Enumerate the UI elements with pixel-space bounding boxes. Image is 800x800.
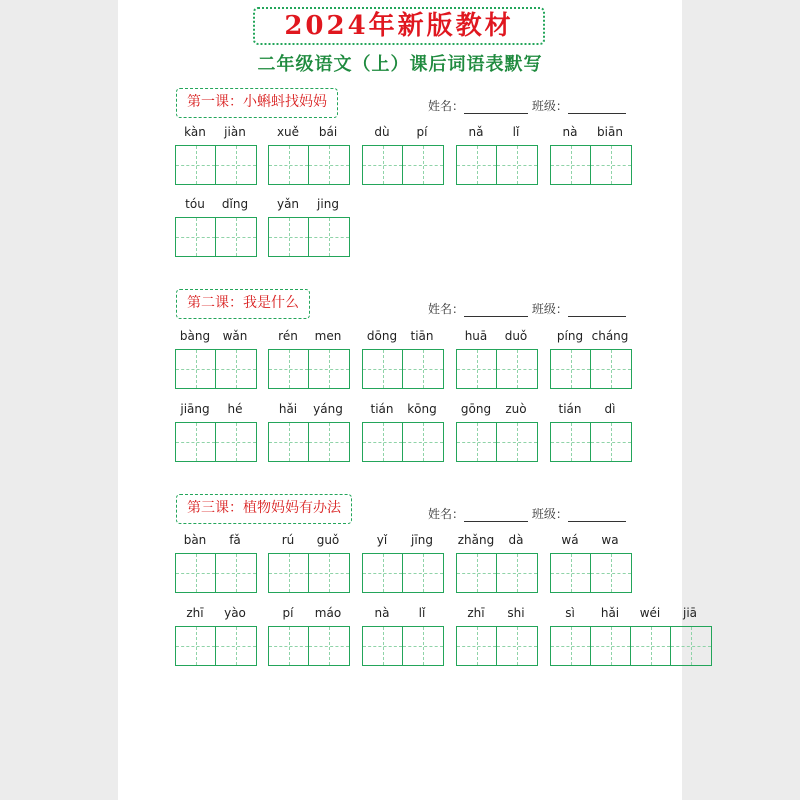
writing-cell[interactable] xyxy=(403,627,443,665)
writing-cell[interactable] xyxy=(497,146,537,184)
pinyin-label: wa xyxy=(601,533,619,547)
pinyin-row xyxy=(268,531,348,549)
writing-grid xyxy=(175,145,257,185)
writing-cell[interactable] xyxy=(497,627,537,665)
writing-grid xyxy=(268,145,350,185)
writing-grid xyxy=(550,626,712,666)
pinyin-row xyxy=(456,604,536,622)
pinyin-label: gōng xyxy=(460,402,492,416)
pinyin-row xyxy=(268,400,348,418)
pinyin-row xyxy=(550,327,630,345)
pinyin-label: guǒ xyxy=(316,533,340,547)
writing-grid xyxy=(362,349,444,389)
pinyin-label: pí xyxy=(282,606,294,620)
writing-grid xyxy=(362,422,444,462)
pinyin-label: yáng xyxy=(313,402,343,416)
writing-cell[interactable] xyxy=(363,146,403,184)
writing-cell[interactable] xyxy=(269,146,309,184)
pinyin-label: hǎi xyxy=(278,402,298,416)
writing-cell[interactable] xyxy=(309,423,349,461)
writing-cell[interactable] xyxy=(591,554,631,592)
pinyin-row xyxy=(550,604,710,622)
writing-cell[interactable] xyxy=(551,627,591,665)
writing-grid xyxy=(175,349,257,389)
pinyin-label: nà xyxy=(374,606,390,620)
pinyin-label: fǎ xyxy=(229,533,241,547)
pinyin-row xyxy=(362,400,442,418)
pinyin-row xyxy=(456,327,536,345)
writing-cell[interactable] xyxy=(551,554,591,592)
writing-grid xyxy=(456,145,538,185)
writing-cell[interactable] xyxy=(497,350,537,388)
pinyin-label: zuò xyxy=(505,402,527,416)
pinyin-label: lǐ xyxy=(418,606,426,620)
name-blank[interactable] xyxy=(464,509,528,522)
pinyin-label: dì xyxy=(604,402,616,416)
pinyin-label: wá xyxy=(561,533,579,547)
writing-cell[interactable] xyxy=(216,146,256,184)
pinyin-label: jiāng xyxy=(180,402,210,416)
writing-grid xyxy=(362,145,444,185)
pinyin-label: wéi xyxy=(639,606,661,620)
writing-cell[interactable] xyxy=(403,423,443,461)
pinyin-label: yǐ xyxy=(376,533,388,547)
writing-cell[interactable] xyxy=(176,554,216,592)
pinyin-row xyxy=(175,400,255,418)
pinyin-label: yǎn xyxy=(276,197,300,211)
pinyin-label: tián xyxy=(558,402,582,416)
pinyin-row xyxy=(362,604,442,622)
pinyin-label: men xyxy=(314,329,342,343)
writing-grid xyxy=(550,349,632,389)
writing-cell[interactable] xyxy=(403,146,443,184)
pinyin-label: jiā xyxy=(682,606,698,620)
writing-grid xyxy=(268,217,350,257)
pinyin-label: kōng xyxy=(407,402,437,416)
pinyin-label: dù xyxy=(374,125,390,139)
writing-grid xyxy=(550,145,632,185)
writing-cell[interactable] xyxy=(403,350,443,388)
pinyin-label: dà xyxy=(508,533,524,547)
pinyin-label: rén xyxy=(278,329,298,343)
writing-cell[interactable] xyxy=(497,554,537,592)
writing-cell[interactable] xyxy=(363,627,403,665)
name-class-fields-1 xyxy=(428,97,626,114)
writing-cell[interactable] xyxy=(591,423,631,461)
pinyin-label: huā xyxy=(464,329,488,343)
pinyin-row xyxy=(550,123,630,141)
writing-cell[interactable] xyxy=(309,146,349,184)
pinyin-label: máo xyxy=(314,606,342,620)
writing-cell[interactable] xyxy=(591,146,631,184)
pinyin-label: jiàn xyxy=(224,125,246,139)
pinyin-row xyxy=(456,531,536,549)
name-blank[interactable] xyxy=(464,101,528,114)
lesson-title-2: 第二课：我是什么 xyxy=(176,289,310,319)
pinyin-label: píng xyxy=(556,329,584,343)
writing-grid xyxy=(175,217,257,257)
pinyin-label: dǐng xyxy=(221,197,249,211)
pinyin-label: rú xyxy=(281,533,295,547)
pinyin-row xyxy=(362,123,442,141)
name-label: 姓名： xyxy=(428,99,465,113)
pinyin-label: nà xyxy=(562,125,578,139)
writing-cell[interactable] xyxy=(269,423,309,461)
class-blank[interactable] xyxy=(568,509,626,522)
writing-cell[interactable] xyxy=(457,423,497,461)
pinyin-label: bái xyxy=(318,125,338,139)
writing-cell[interactable] xyxy=(457,627,497,665)
writing-cell[interactable] xyxy=(176,627,216,665)
pinyin-row xyxy=(550,400,630,418)
pinyin-label: biān xyxy=(597,125,623,139)
class-label: 班级： xyxy=(531,99,568,113)
writing-cell[interactable] xyxy=(551,350,591,388)
pinyin-row xyxy=(175,195,255,213)
writing-cell[interactable] xyxy=(176,350,216,388)
pinyin-label: jing xyxy=(317,197,339,211)
pinyin-label: yào xyxy=(224,606,246,620)
pinyin-label: duǒ xyxy=(504,329,528,343)
class-label: 班级： xyxy=(531,302,568,316)
writing-cell[interactable] xyxy=(591,627,631,665)
writing-cell[interactable] xyxy=(216,423,256,461)
pinyin-label: tián xyxy=(370,402,394,416)
pinyin-label: jīng xyxy=(411,533,433,547)
writing-cell[interactable] xyxy=(216,554,256,592)
pinyin-label: wǎn xyxy=(222,329,248,343)
pinyin-row xyxy=(550,531,630,549)
pinyin-label: xuě xyxy=(276,125,300,139)
writing-cell[interactable] xyxy=(457,554,497,592)
pinyin-row xyxy=(175,531,255,549)
class-blank[interactable] xyxy=(568,304,626,317)
pinyin-label: kàn xyxy=(184,125,206,139)
writing-cell[interactable] xyxy=(176,423,216,461)
writing-cell[interactable] xyxy=(309,627,349,665)
pinyin-row xyxy=(362,531,442,549)
writing-cell[interactable] xyxy=(551,423,591,461)
page-title: 2024年新版教材 xyxy=(253,7,545,45)
pinyin-row xyxy=(268,327,348,345)
writing-grid xyxy=(175,422,257,462)
writing-grid xyxy=(362,626,444,666)
pinyin-row xyxy=(268,195,348,213)
writing-grid xyxy=(175,626,257,666)
pinyin-row xyxy=(456,400,536,418)
pinyin-label: hé xyxy=(227,402,243,416)
writing-cell[interactable] xyxy=(671,627,711,665)
writing-cell[interactable] xyxy=(631,627,671,665)
writing-cell[interactable] xyxy=(551,146,591,184)
writing-cell[interactable] xyxy=(269,554,309,592)
writing-cell[interactable] xyxy=(269,218,309,256)
pinyin-label: bàng xyxy=(179,329,211,343)
writing-grid xyxy=(268,553,350,593)
pinyin-row xyxy=(268,123,348,141)
pinyin-row xyxy=(268,604,348,622)
pinyin-row xyxy=(175,123,255,141)
lesson-title-1: 第一课：小蝌蚪找妈妈 xyxy=(176,88,338,118)
pinyin-label: pí xyxy=(416,125,428,139)
writing-grid xyxy=(456,422,538,462)
writing-cell[interactable] xyxy=(176,218,216,256)
writing-cell[interactable] xyxy=(216,350,256,388)
lesson-title-3: 第三课：植物妈妈有办法 xyxy=(176,494,352,524)
name-class-fields-3 xyxy=(428,505,626,522)
writing-grid xyxy=(456,553,538,593)
writing-cell[interactable] xyxy=(363,423,403,461)
name-label: 姓名： xyxy=(428,302,465,316)
pinyin-label: sì xyxy=(565,606,575,620)
writing-grid xyxy=(175,553,257,593)
writing-cell[interactable] xyxy=(403,554,443,592)
pinyin-row xyxy=(362,327,442,345)
pinyin-label: nǎ xyxy=(468,125,484,139)
pinyin-row xyxy=(175,604,255,622)
writing-cell[interactable] xyxy=(457,146,497,184)
class-blank[interactable] xyxy=(568,101,626,114)
writing-grid xyxy=(362,553,444,593)
pinyin-label: hǎi xyxy=(600,606,620,620)
writing-cell[interactable] xyxy=(497,423,537,461)
pinyin-row xyxy=(456,123,536,141)
pinyin-label: tiān xyxy=(410,329,434,343)
writing-grid xyxy=(550,422,632,462)
writing-grid xyxy=(268,349,350,389)
page-subtitle: 二年级语文（上）课后词语表默写 xyxy=(257,54,543,75)
pinyin-label: zhǎng xyxy=(457,533,495,547)
writing-cell[interactable] xyxy=(309,554,349,592)
writing-grid xyxy=(456,626,538,666)
writing-cell[interactable] xyxy=(363,554,403,592)
writing-cell[interactable] xyxy=(309,350,349,388)
writing-cell[interactable] xyxy=(176,146,216,184)
pinyin-label: cháng xyxy=(591,329,629,343)
pinyin-label: zhī xyxy=(186,606,204,620)
writing-cell[interactable] xyxy=(269,627,309,665)
writing-cell[interactable] xyxy=(309,218,349,256)
writing-cell[interactable] xyxy=(269,350,309,388)
writing-grid xyxy=(456,349,538,389)
writing-cell[interactable] xyxy=(216,218,256,256)
pinyin-label: zhī xyxy=(467,606,485,620)
pinyin-label: lǐ xyxy=(512,125,520,139)
writing-cell[interactable] xyxy=(363,350,403,388)
writing-grid xyxy=(550,553,632,593)
name-class-fields-2 xyxy=(428,300,626,317)
pinyin-row xyxy=(175,327,255,345)
class-label: 班级： xyxy=(531,507,568,521)
pinyin-label: dōng xyxy=(366,329,398,343)
writing-cell[interactable] xyxy=(216,627,256,665)
writing-grid xyxy=(268,422,350,462)
pinyin-label: bàn xyxy=(183,533,207,547)
name-label: 姓名： xyxy=(428,507,465,521)
pinyin-label: shi xyxy=(507,606,525,620)
writing-cell[interactable] xyxy=(591,350,631,388)
name-blank[interactable] xyxy=(464,304,528,317)
pinyin-label: tóu xyxy=(185,197,205,211)
writing-grid xyxy=(268,626,350,666)
writing-cell[interactable] xyxy=(457,350,497,388)
